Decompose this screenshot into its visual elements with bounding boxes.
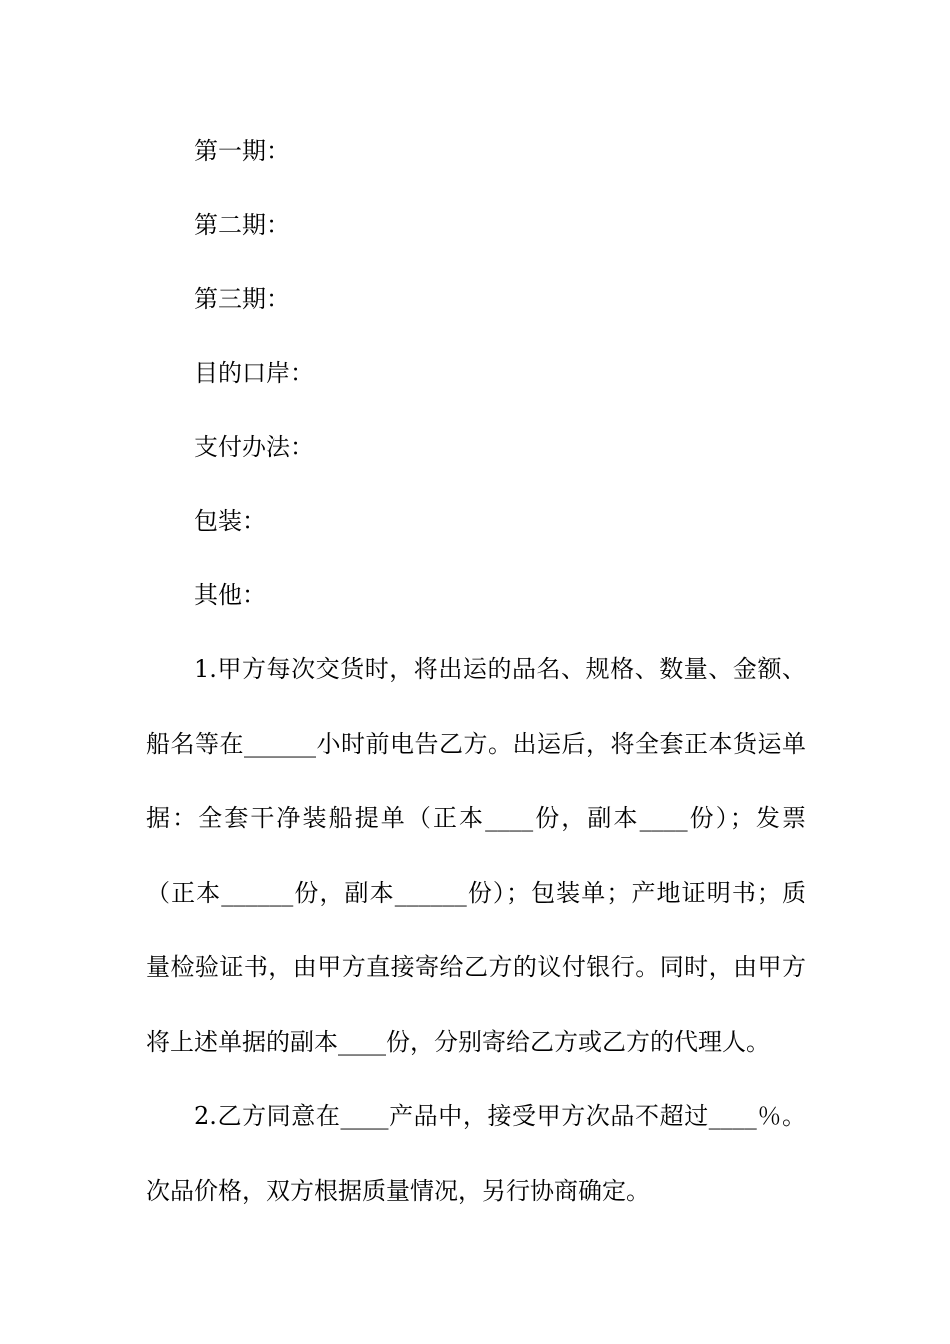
field-period-1: 第一期：: [194, 137, 290, 165]
field-destination-port: 目的口岸：: [194, 359, 314, 387]
clause-2: [146, 1091, 806, 1240]
clause-2-line: 2.乙方同意在____产品中，接受甲方次品不超过____％。: [194, 1102, 806, 1130]
clause-1-line: （正本______份，副本______份）；包装单；产地证明书；质: [146, 878, 806, 907]
clause-1-line: 将上述单据的副本____份，分别寄给乙方或乙方的代理人。: [146, 1027, 770, 1056]
field-period-2: 第二期：: [194, 211, 290, 239]
clause-1-line: 1.甲方每次交货时，将出运的品名、规格、数量、金额、: [194, 655, 806, 683]
field-packing: 包装：: [194, 507, 266, 535]
clause-1-line: 船名等在______小时前电告乙方。出运后，将全套正本货运单: [146, 729, 806, 758]
document-body: [146, 126, 806, 1240]
clause-1-line: 据：全套干净装船提单（正本____份，副本____份）；发票: [146, 804, 806, 832]
clause-2-line: 次品价格，双方根据质量情况，另行协商确定。: [146, 1176, 650, 1205]
field-payment-method: 支付办法：: [194, 433, 314, 461]
clause-1-line: 量检验证书，由甲方直接寄给乙方的议付银行。同时，由甲方: [146, 953, 806, 981]
clause-1: [146, 644, 806, 1091]
field-other: 其他：: [194, 581, 266, 609]
field-period-3: 第三期：: [194, 285, 290, 313]
